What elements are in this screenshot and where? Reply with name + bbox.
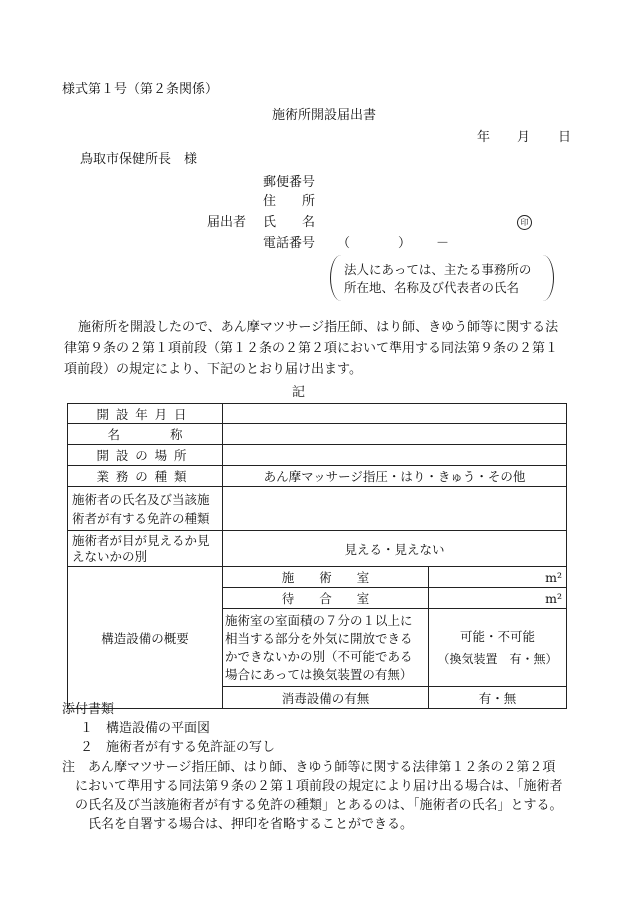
vision-label-line2: えないかの別 <box>72 548 148 564</box>
date-year: 年 <box>477 130 491 145</box>
ventilation-value-cell <box>429 609 567 687</box>
form-number: 様式第１号（第２条関係） <box>62 82 219 97</box>
phone-close-paren: ） <box>398 236 412 251</box>
facility-name-label: 名 称 <box>68 424 223 445</box>
structure-label: 構造設備の概要 <box>68 567 223 709</box>
addressee: 鳥取市保健所長 様 <box>80 152 198 167</box>
corporate-note-line2: 所在地、名称及び代表者の氏名 <box>344 280 520 295</box>
attachment-item-1: １ 構造設備の平面図 <box>80 721 211 736</box>
notification-table <box>67 403 567 709</box>
attachment-item-2: ２ 施術者が有する免許証の写し <box>80 740 276 755</box>
treatment-room-unit: m² <box>429 567 567 588</box>
table-row <box>68 531 567 567</box>
body-line-1: 施術所を開設したので、あん摩マツサージ指圧師、はり師、きゆう師等に関する法 <box>78 320 559 335</box>
date-month: 月 <box>517 130 531 145</box>
waiting-room-unit: m² <box>429 588 567 609</box>
phone-dash: － <box>436 236 450 251</box>
notifier-label: 届出者 <box>207 215 247 230</box>
location-value[interactable] <box>223 445 567 466</box>
ventilation-line2: 相当する部分を外気に開放できる <box>225 630 413 646</box>
vision-value: 見える・見えない <box>223 531 567 567</box>
table-row <box>68 404 567 424</box>
phone-label: 電話番号 <box>263 236 316 251</box>
facility-name-value[interactable] <box>223 424 567 445</box>
practitioner-license-value[interactable] <box>223 487 567 531</box>
practitioner-license-label <box>68 487 223 531</box>
table-row <box>68 567 567 588</box>
note-line-2: において準用する同法第９条の２第１項前段の規定により届け出る場合は、「施術者 <box>62 779 563 794</box>
waiting-room-label: 待 合 室 <box>223 588 429 609</box>
ki-mark: 記 <box>292 385 306 400</box>
corporate-note-line1: 法人にあっては、主たる事務所の <box>344 262 532 277</box>
note-line-4: 氏名を自署する場合は、押印を省略することができる。 <box>62 817 414 832</box>
address-label: 住 所 <box>263 194 316 209</box>
attachments-heading: 添付書類 <box>62 702 115 717</box>
table-row <box>68 466 567 487</box>
ventilation-device: （換気装置 有・無） <box>437 651 558 666</box>
note-line-3: の氏名及び当該施術者が有する免許の種類」とあるのは、「施術者の氏名」とする。 <box>62 798 563 813</box>
business-type-value: あん摩マッサージ指圧・はり・きゅう・その他 <box>223 466 567 487</box>
disinfection-label: 消毒設備の有無 <box>223 687 429 709</box>
form-title: 施術所開設届出書 <box>272 108 377 123</box>
disinfection-value: 有・無 <box>429 687 567 709</box>
date-day: 日 <box>558 130 572 145</box>
vision-label-line1: 施術者が目が見えるか見 <box>72 532 210 548</box>
phone-open-paren: （ <box>337 236 351 251</box>
vision-label <box>68 531 223 567</box>
ventilation-line3: かできないかの別（不可能である <box>225 648 413 664</box>
ventilation-value: 可能・不可能 <box>459 628 535 644</box>
location-label: 開設の場所 <box>68 445 223 466</box>
practitioner-label-line2: 術者が有する免許の種類 <box>72 510 210 526</box>
table-row <box>68 424 567 445</box>
table-row <box>68 445 567 466</box>
treatment-room-label: 施 術 室 <box>223 567 429 588</box>
ventilation-label <box>223 609 429 687</box>
table-row <box>68 487 567 531</box>
open-date-label: 開設年月日 <box>68 404 223 424</box>
body-line-2: 律第９条の２第１項前段（第１２条の２第２項において準用する同法第９条の２第１ <box>64 341 559 356</box>
ventilation-line1: 施術室の室面積の７分の１以上に <box>225 612 413 628</box>
business-type-label: 業務の種類 <box>68 466 223 487</box>
postal-label: 郵便番号 <box>263 175 316 190</box>
practitioner-label-line1: 施術者の氏名及び当該施 <box>72 491 210 507</box>
open-date-value[interactable] <box>223 404 567 424</box>
note-line-1: 注 あん摩マツサージ指圧師、はり師、きゆう師等に関する法律第１２条の２第２項 <box>62 760 556 775</box>
ventilation-line4: 場合にあっては換気装置の有無） <box>225 666 413 682</box>
seal-mark: 印 <box>517 215 532 230</box>
name-label: 氏 名 <box>263 215 316 230</box>
body-line-3: 項前段）の規定により、下記のとおり届け出ます。 <box>64 362 362 377</box>
